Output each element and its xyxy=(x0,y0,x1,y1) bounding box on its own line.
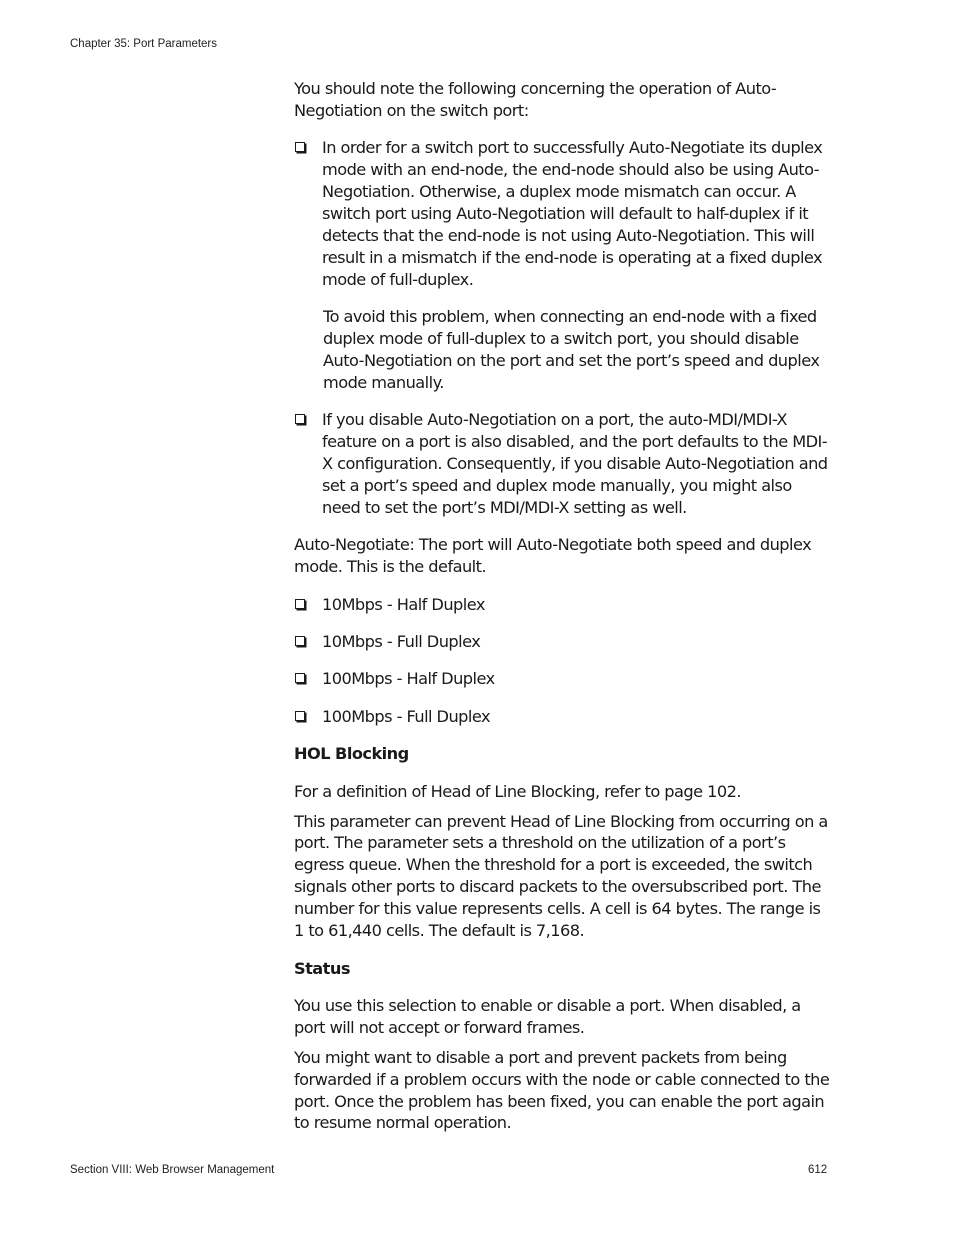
speed-option-item xyxy=(294,594,834,616)
speed-option-label: 100Mbps - Half Duplex xyxy=(322,669,495,689)
bullet-followup-paragraph: To avoid this problem, when connecting an end-node with a fixed duplex mode of full-duplex to a switch port, you should disable Auto-Negotiation on the port and set the port’s speed and duplex mode manually. xyxy=(323,307,820,392)
checkbox-bullet-icon xyxy=(295,414,305,424)
checkbox-bullet-icon xyxy=(295,636,305,646)
speed-option-label: 10Mbps - Full Duplex xyxy=(322,632,481,652)
checkbox-bullet-icon xyxy=(295,711,305,721)
checkbox-bullet-icon xyxy=(295,673,305,683)
intro-paragraph: You should note the following concerning the operation of Auto-Negotiation on the switch port: xyxy=(294,79,777,120)
bullet-item-mdi-x xyxy=(294,409,834,519)
footer-page-number: 612 xyxy=(808,1164,828,1176)
footer-section-label: Section VIII: Web Browser Management xyxy=(70,1164,275,1176)
bullet-text: If you disable Auto-Negotiation on a port, the auto-MDI/MDI-X feature on a port is also disabled, and the port defaults to the MDI-X configuration. Consequently, if you disable Auto-Negotiation and set a port’s speed and duplex mode manually, you might also need to set the port’s MDI/MDI-X setting as well. xyxy=(322,410,828,517)
speed-option-item xyxy=(294,668,834,690)
hol-description-paragraph: This parameter can prevent Head of Line Blocking from occurring on a port. The parameter sets a threshold on the utilization of a port’s egress queue. When the threshold for a port is exceeded, the switch signals other ports to discard packets to the oversubscribed port. The number for this value represents cells. A cell is 64 bytes. The range is 1 to 61,440 cells. The default is 7,168. xyxy=(294,811,828,941)
checkbox-bullet-icon xyxy=(295,142,305,152)
speed-option-item xyxy=(294,631,834,653)
hol-definition-paragraph: For a definition of Head of Line Blocking, refer to page 102. xyxy=(294,781,741,801)
bullet-item-duplex-mismatch xyxy=(294,137,834,290)
checkbox-bullet-icon xyxy=(295,599,305,609)
speed-option-label: 100Mbps - Full Duplex xyxy=(322,706,491,726)
speed-option-item xyxy=(294,706,834,728)
status-heading: Status xyxy=(294,958,350,978)
hol-blocking-heading: HOL Blocking xyxy=(294,744,409,764)
status-followup-paragraph: You might want to disable a port and prevent packets from being forwarded if a problem occurs with the node or cable connected to the port. Once the problem has been fixed, you can enable the port again to resume normal operation. xyxy=(294,1047,830,1133)
running-head: Chapter 35: Port Parameters xyxy=(70,38,218,50)
auto-negotiate-paragraph: Auto-Negotiate: The port will Auto-Negotiate both speed and duplex mode. This is the default. xyxy=(294,535,812,577)
body-column xyxy=(294,78,834,1150)
speed-option-label: 10Mbps - Half Duplex xyxy=(322,594,485,614)
status-description-paragraph: You use this selection to enable or disable a port. When disabled, a port will not accept or forward frames. xyxy=(294,995,801,1037)
bullet-text: In order for a switch port to successfully Auto-Negotiate its duplex mode with an end-node, the end-node should also be using Auto-Negotiation. Otherwise, a duplex mode mismatch can occur. A switch port using Auto-Negotiation will default to half-duplex if it detects that the end-node is not using Auto-Negotiation. This will result in a mismatch if the end-node is operating at a fixed duplex mode of full-duplex. xyxy=(322,138,823,289)
